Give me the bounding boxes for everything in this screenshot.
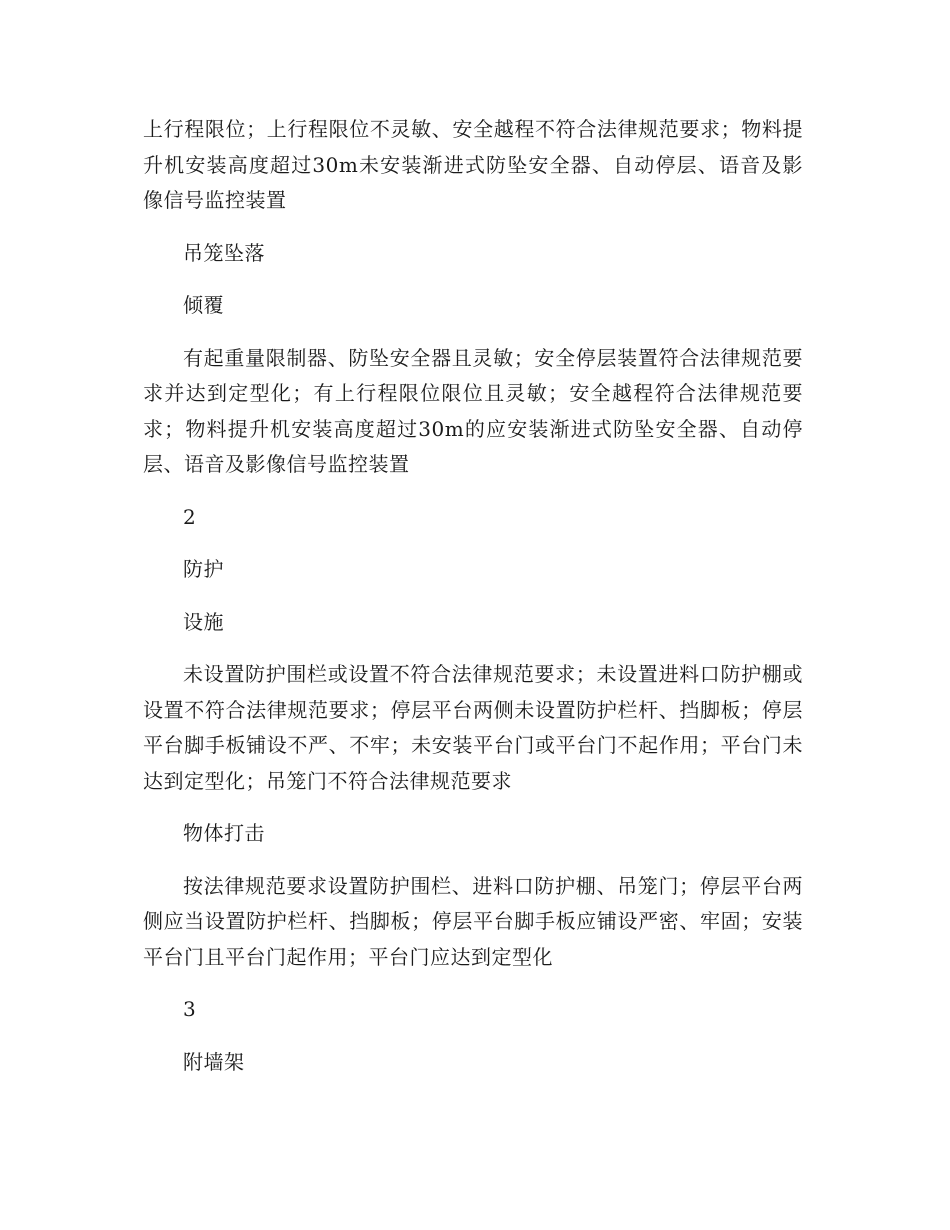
item-title-protection: 防护 bbox=[183, 557, 224, 581]
paragraph-object-strike: 物体打击 bbox=[183, 821, 265, 845]
item-number-2: 2 bbox=[183, 504, 197, 529]
paragraph-protection-hazards: 未设置防护围栏或设置不符合法律规范要求；未设置进料口防护棚或设置不符合法律规范要求；停层平台两侧未设置防护栏杆、挡脚板；停层平台脚手板铺设不严、不牢；未安装平台门或平台门不起作用；平台门未达到定型化；吊笼门不符合法律规范要求 bbox=[143, 662, 803, 793]
paragraph-overturn: 倾覆 bbox=[183, 293, 224, 317]
paragraph-protection-measures: 按法律规范要求设置防护围栏、进料口防护棚、吊笼门；停层平台两侧应当设置防护栏杆、挡脚板；停层平台脚手板应铺设严密、牢固；安装平台门且平台门起作用；平台门应达到定型化 bbox=[143, 873, 803, 969]
item-number-3: 3 bbox=[183, 997, 197, 1021]
document-body bbox=[143, 112, 803, 1097]
paragraph-limit-device-measures: 有起重量限制器、防坠安全器且灵敏；安全停层装置符合法律规范要求并达到定型化；有上行程限位限位且灵敏；安全越程符合法律规范要求；物料提升机安装高度超过30m的应安装渐进式防坠安全器、自动停层、语音及影像信号监控装置 bbox=[143, 345, 803, 476]
item-title-wall-bracket: 附墙架 bbox=[183, 1049, 245, 1074]
item-title-facilities: 设施 bbox=[183, 609, 224, 634]
paragraph-cage-fall: 吊笼坠落 bbox=[183, 240, 265, 265]
paragraph-upper-limit-hazards: 上行程限位；上行程限位不灵敏、安全越程不符合法律规范要求；物料提升机安装高度超过30m未安装渐进式防坠安全器、自动停层、语音及影像信号监控装置 bbox=[143, 117, 803, 212]
